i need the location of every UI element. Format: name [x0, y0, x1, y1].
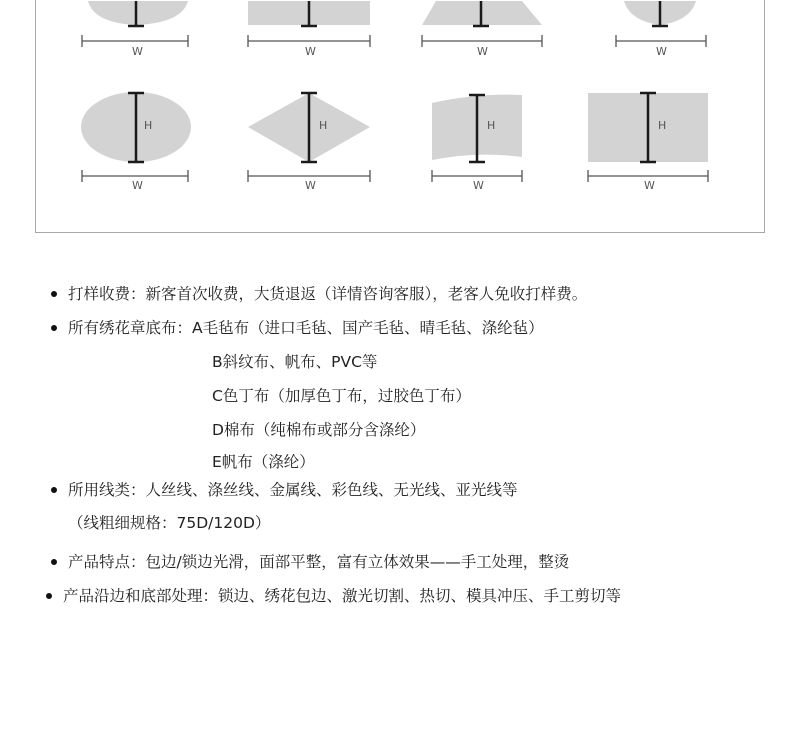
note-thread-types: 所用线类：人丝线、涤丝线、金属线、彩色线、无光线、亚光线等 — [68, 481, 518, 499]
note-sample-fee: 打样收费：新客首次收费，大货退返（详情咨询客服），老客人免收打样费。 — [68, 285, 588, 303]
note-thread-spec: （线粗细规格：75D/120D） — [68, 514, 271, 532]
height-label: H — [487, 119, 496, 132]
width-label: W — [132, 45, 143, 58]
bullet-dot — [51, 559, 57, 565]
note-base-fabric-d: D棉布（纯棉布或部分含涤纶） — [212, 421, 426, 439]
note-edge-processing: 产品沿边和底部处理：锁边、绣花包边、激光切割、热切、模具冲压、手工剪切等 — [63, 587, 622, 605]
height-label: H — [319, 119, 328, 132]
note-base-fabric-c: C色丁布（加厚色丁布，过胶色丁布） — [212, 387, 471, 405]
width-label: W — [132, 179, 143, 192]
width-label: W — [305, 45, 316, 58]
height-label: H — [144, 119, 153, 132]
bullet-dot — [51, 291, 57, 297]
bullet-dot — [46, 593, 52, 599]
bullet-dot — [51, 325, 57, 331]
height-label: H — [658, 119, 667, 132]
width-label: W — [477, 45, 488, 58]
note-base-fabric-b: B斜纹布、帆布、PVC等 — [212, 353, 378, 371]
note-base-fabric-e: E帆布（涤纶） — [212, 453, 315, 471]
note-product-features: 产品特点：包边/锁边光滑，面部平整，富有立体效果——手工处理，整烫 — [68, 553, 570, 571]
width-label: W — [656, 45, 667, 58]
note-base-fabric: 所有绣花章底布：A毛毡布（进口毛毡、国产毛毡、晴毛毡、涤纶毡） — [68, 319, 544, 337]
width-label: W — [644, 179, 655, 192]
bullet-dot — [51, 487, 57, 493]
width-label: W — [305, 179, 316, 192]
width-label: W — [473, 179, 484, 192]
